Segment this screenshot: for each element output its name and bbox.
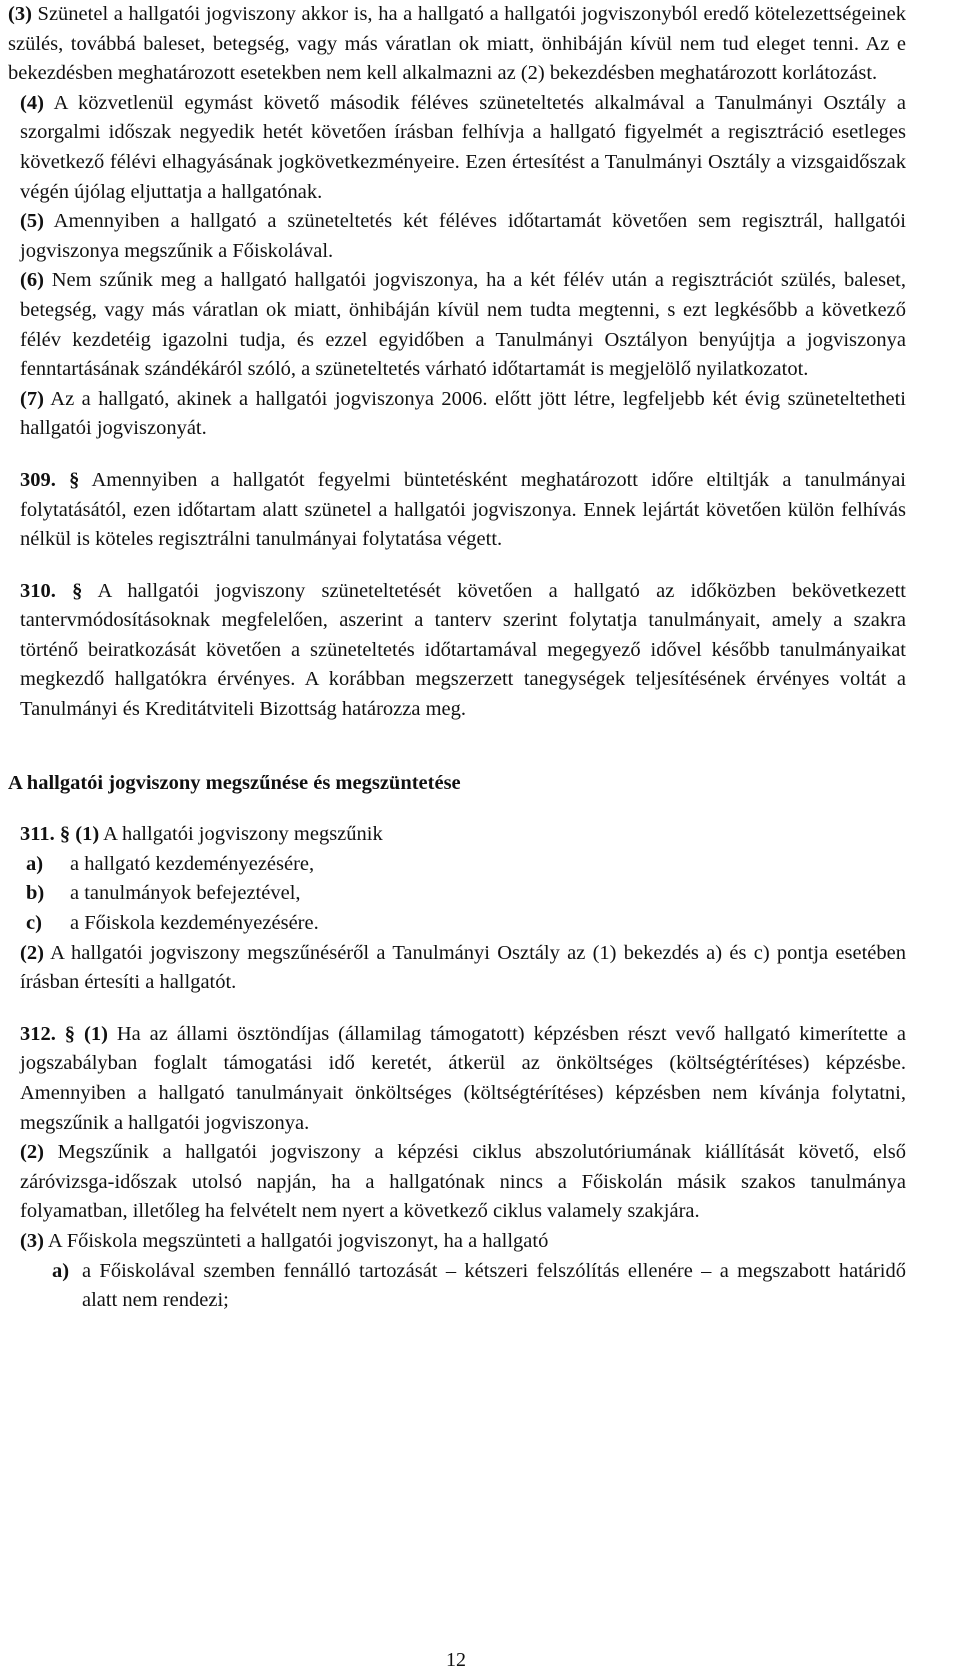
list-311 [8,850,906,939]
list-text: a hallgató kezdeményezésére, [70,852,315,875]
section-number: 309. § [20,468,80,491]
list-312 [8,1257,906,1316]
subsection-text: A Főiskola megszünteti a hallgatói jogviszonyt, ha a hallgató [47,1229,549,1252]
list-text: a Főiskola kezdeményezésére. [70,912,319,935]
section-311 [8,820,906,850]
document-page [8,0,906,1316]
subsection-text: A hallgatói jogviszony megszűnik [103,823,383,846]
subsection-text: Megszűnik a hallgatói jogviszony a képzési ciklus abszolutóriumának kiállítását követő, első záróvizsga-időszak utolsó napján, ha a hallgatónak nincs a Főiskolán másik szakos tanulmánya folyamatban, illetőleg ha felvételt nem nyert a következő ciklus valamely szakjára. [20,1141,906,1223]
section-312-subsection-3 [8,1227,906,1257]
paragraph-6 [8,266,906,384]
subsection-number: (1) [84,1022,108,1045]
paragraph-5 [8,207,906,266]
paragraph-text: Amennyiben a hallgató a szüneteltetés két féléves időtartamát követően sem regisztrál, hallgatói jogviszonya megszűnik a Főiskolával. [20,210,906,262]
paragraph-number: (6) [20,269,44,292]
section-312 [8,1020,906,1138]
section-heading: A hallgatói jogviszony megszűnése és megszüntetése [8,771,461,794]
list-item [8,909,906,939]
subsection-text: A hallgatói jogviszony megszűnéséről a Tanulmányi Osztály az (1) bekezdés a) és c) pontja esetében írásban értesíti a hallgatót. [20,941,906,994]
subsection-text: Ha az állami ösztöndíjas (államilag támogatott) képzésben részt vevő hallgató kimerítette a jogszabályban foglalt támogatási idő keretét, átkerül az önköltséges (költségtérítéses) képzésbe. Amennyiben a hallgató tanulmányait önköltséges (költségtérítéses) képzésben nem kívánja folytatni, megszűnik a hallgatói jogviszonya. [20,1022,907,1134]
paragraph-number: (4) [20,91,44,114]
section-number: 312. § [20,1022,76,1045]
list-text: a tanulmányok befejeztével, [70,882,301,905]
subsection-number: (2) [20,1141,44,1164]
section-311-subsection-2 [8,939,906,998]
list-marker: c) [26,912,42,935]
section-text: Amennyiben a hallgatót fegyelmi büntetésként meghatározott időre eltiltják a tanulmányai folytatásától, ezen időtartam alatt szünetel a hallgatói jogviszonya. Ennek lejártát követően külön felhívás nélkül is köteles regisztrálni tanulmányai folytatása végett. [20,468,906,551]
paragraph-text: Nem szűnik meg a hallgató hallgatói jogviszonya, ha a két félév után a regisztrációt szülés, baleset, betegség, vagy más váratlan ok miatt, önhibáján kívül nem tudta megtenni, s ezt legkésőbb a következő félév kezdetéig igazolni tudja, és ezzel egyidőben a Tanulmányi Osztályon benyújtja a jogviszonya fenntartásának szándékáról szóló, a szüneteltetés várható időtartamát is megjelölő nyilatkozatot. [20,269,906,381]
list-marker: a) [52,1259,70,1282]
list-item [8,879,906,909]
paragraph-number: (3) [8,3,32,25]
paragraph-3 [8,0,906,89]
list-item [8,850,906,880]
subsection-number: (3) [20,1229,44,1252]
list-marker: a) [26,852,44,875]
section-number: 310. § [20,579,83,602]
section-310 [8,577,906,725]
paragraph-text: Szünetel a hallgatói jogviszony akkor is, ha a hallgató a hallgatói jogviszonyból eredő kötelezettségeinek szülés, továbbá baleset, betegség, vagy más váratlan ok miatt, önhibáján kívül nem tud eleget tenni. Az e bekezdésben meghatározott esetekben nem kell alkalmazni az (2) bekezdésben meghatározott korlátozást. [8,3,907,85]
list-marker: b) [26,882,45,905]
paragraph-number: (7) [20,387,44,410]
page-number: 12 [446,1649,466,1671]
subsection-number: (1) [75,823,100,846]
paragraph-text: A közvetlenül egymást követő második féléves szüneteltetés alkalmával a Tanulmányi Osztály a szorgalmi időszak negyedik hetét követően írásban felhívja a hallgató figyelmét a regisztráció esetleges következő félévi elhagyásának jogkövetkezményeire. Ezen értesítést a Tanulmányi Osztály a vizsgaidőszak végén újólag eljuttatja a hallgatónak. [20,91,906,203]
section-312-subsection-2 [8,1138,906,1227]
paragraph-number: (5) [20,210,44,233]
list-item [8,1257,906,1316]
section-number: 311. § [20,823,71,846]
paragraph-7 [8,385,906,444]
section-309 [8,466,906,555]
paragraph-text: Az a hallgató, akinek a hallgatói jogviszonya 2006. előtt jött létre, legfeljebb két évig szüneteltetheti hallgatói jogviszonyát. [20,387,906,440]
paragraph-4 [8,89,906,207]
subsection-number: (2) [20,941,44,964]
section-text: A hallgatói jogviszony szüneteltetését követően a hallgató az időközben bekövetkezett tantervmódosításoknak megfelelően, aszerint a tanterv szerint folytatja tanulmányait, amely a szakra történő beiratkozását követően a szüneteltetés időtartamával megegyező idővel később tanulmányaikat megkezdő hallgatókra érvényes. A korábban megszerzett tanegységek teljesítésének érvényes voltát a Tanulmányi és Kreditátviteli Bizottság határozza meg. [20,579,906,721]
list-text: a Főiskolával szemben fennálló tartozását – kétszeri felszólítás ellenére – a megszabott határidő alatt nem rendezi; [82,1259,906,1312]
